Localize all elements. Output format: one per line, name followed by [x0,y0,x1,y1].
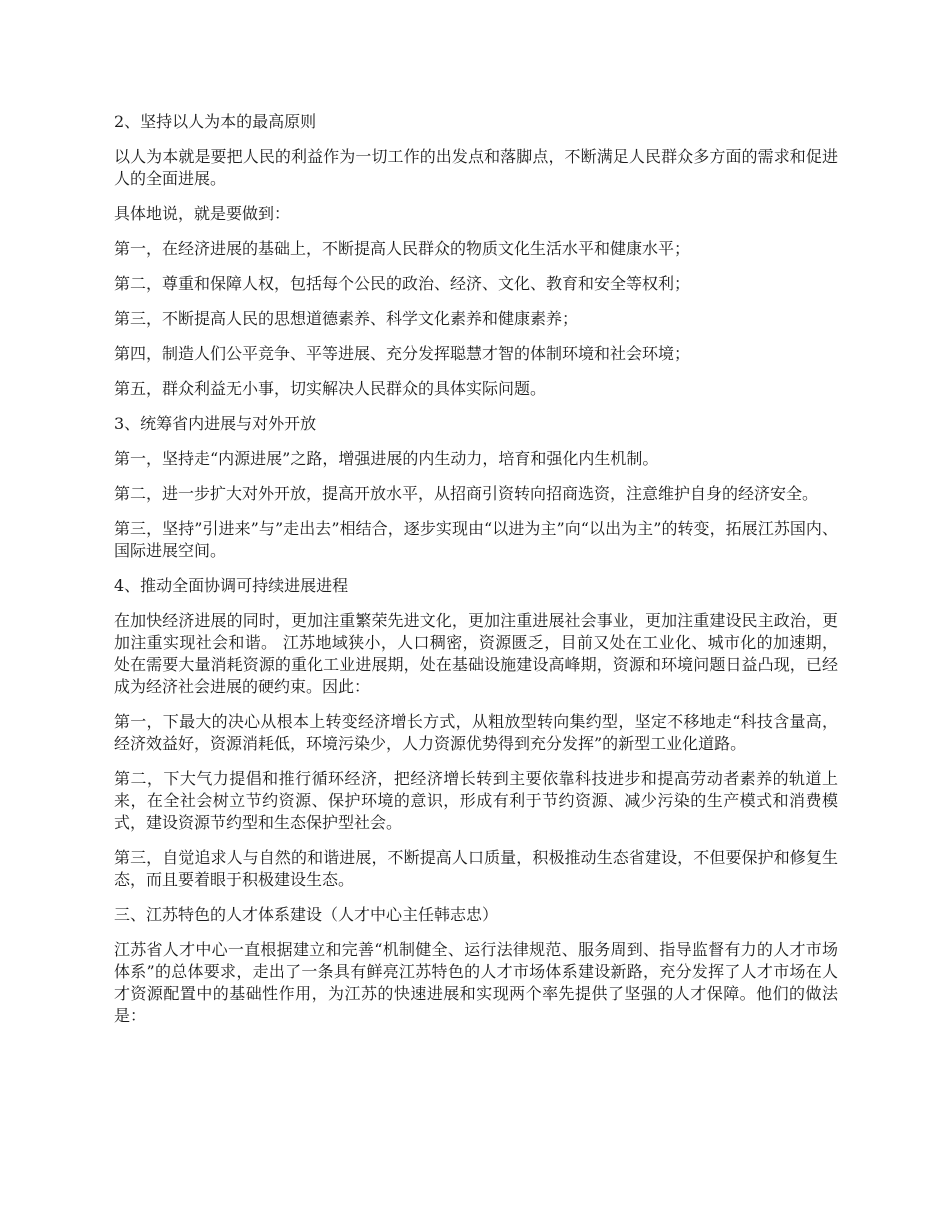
list-item: 第五，群众利益无小事，切实解决人民群众的具体实际问题。 [114,379,547,398]
document-body [114,111,838,1040]
list-item: 第三，自觉追求人与自然的和谐进展，不断提高人口质量，积极推动生态省建设，不但要保护和修复生态，而且要着眼于积极建设生态。 [114,848,838,889]
paragraph: 江苏省人才中心一直根据建立和完善“机制健全、运行法律规范、服务周到、指导监督有力的人才市场体系”的总体要求，走出了一条具有鲜亮江苏特色的人才市场体系建设新路，充分发挥了人才市场在人才资源配置中的基础性作用，为江苏的快速进展和实现两个率先提供了坚强的人才保障。他们的做法是： [114,940,838,1025]
paragraph: 以人为本就是要把人民的利益作为一切工作的出发点和落脚点，不断满足人民群众多方面的需求和促进人的全面进展。 [114,147,838,188]
list-item: 第一，在经济进展的基础上，不断提高人民群众的物质文化生活水平和健康水平； [114,239,691,258]
list-item: 第三，坚持”引进来”与”走出去”相结合，逐步实现由“以进为主”向“以出为主”的转变，拓展江苏国内、国际进展空间。 [114,519,838,560]
section-heading-2: 2、坚持以人为本的最高原则 [114,112,317,131]
section-heading-4: 4、推动全面协调可持续进展进程 [114,576,349,595]
list-item: 第一，坚持走“内源进展”之路，增强进展的内生动力，培育和强化内生机制。 [114,449,659,468]
list-item: 第二，尊重和保障人权，包括每个公民的政治、经济、文化、教育和安全等权利； [114,274,691,293]
section-heading-talent: 三、江苏特色的人才体系建设（人才中心主任韩志忠） [114,905,499,924]
list-item: 第一，下最大的决心从根本上转变经济增长方式，从粗放型转向集约型，坚定不移地走“科技含量高，经济效益好，资源消耗低，环境污染少，人力资源优势得到充分发挥”的新型工业化道路。 [114,712,838,753]
section-heading-3: 3、统筹省内进展与对外开放 [114,414,317,433]
list-item: 第四，制造人们公平竞争、平等进展、充分发挥聪慧才智的体制环境和社会环境； [114,344,691,363]
list-item: 第二，下大气力提倡和推行循环经济，把经济增长转到主要依靠科技进步和提高劳动者素养的轨道上来，在全社会树立节约资源、保护环境的意识，形成有利于节约资源、减少污染的生产模式和消费模式，建设资源节约型和生态保护型社会。 [114,769,838,832]
list-item: 第二，进一步扩大对外开放，提高开放水平，从招商引资转向招商选资，注意维护自身的经济安全。 [114,484,819,503]
list-item: 第三，不断提高人民的思想道德素养、科学文化素养和健康素养； [114,309,579,328]
paragraph: 具体地说，就是要做到： [114,204,291,223]
paragraph: 在加快经济进展的同时，更加注重繁荣先进文化，更加注重进展社会事业，更加注重建设民主政治，更加注重实现社会和谐。 江苏地域狭小，人口稠密，资源匮乏，目前又处在工业化、城市化的加速期，处在需要大量消耗资源的重化工业进展期，处在基础设施建设高峰期，资源和环境问题日益凸现，已经成为经济社会进展的硬约束。因此： [114,611,838,696]
